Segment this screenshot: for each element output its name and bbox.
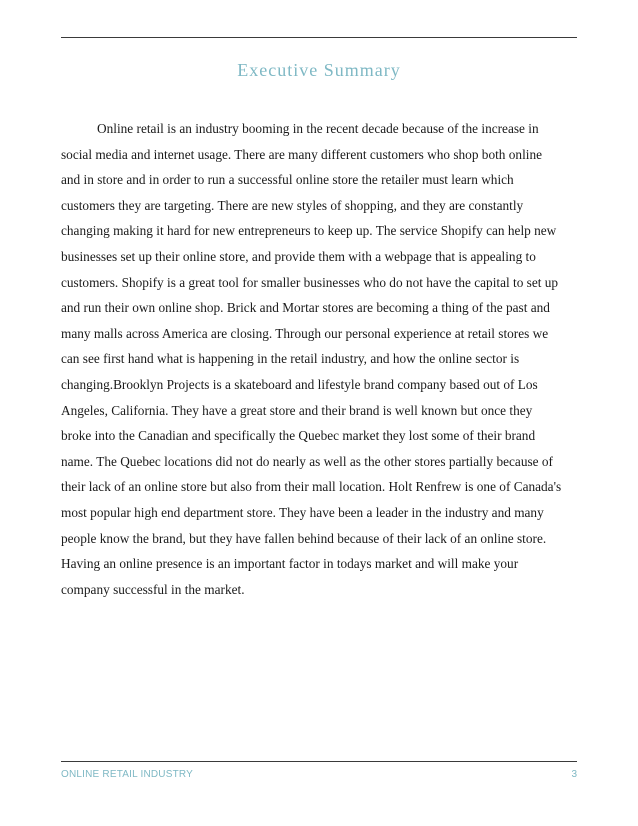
page-title: Executive Summary — [237, 60, 401, 80]
paragraph-line: changing.Brooklyn Projects is a skateboard and lifestyle brand company based out of Los — [61, 376, 538, 392]
paragraph-line: people know the brand, but they have fallen behind because of their lack of an online store. — [61, 530, 547, 546]
footer-section-label: ONLINE RETAIL INDUSTRY — [61, 769, 194, 780]
paragraph-line: and in store and in order to run a successful online store the retailer must learn which — [61, 172, 514, 188]
summary-paragraph — [61, 116, 577, 602]
paragraph-line: Having an online presence is an important factor in todays market and will make your — [61, 556, 519, 572]
paragraph-line: changing making it hard for new entrepreneurs to keep up. The service Shopify can help new — [61, 223, 557, 239]
paragraph-line: company successful in the market. — [61, 581, 245, 597]
top-divider — [61, 37, 577, 38]
paragraph-line: their lack of an online store but also from their mall location. Holt Renfrew is one of Canada's — [61, 479, 562, 495]
paragraph-line: broke into the Canadian and specifically the Quebec market they lost some of their brand — [61, 428, 536, 444]
paragraph-line: and run their own online shop. Brick and Mortar stores are becoming a thing of the past and — [61, 300, 550, 316]
page-number: 3 — [571, 769, 577, 780]
paragraph-line: customers. Shopify is a great tool for smaller businesses who do not have the capital to set up — [61, 274, 559, 290]
bottom-divider — [61, 761, 577, 762]
paragraph-line: Angeles, California. They have a great store and their brand is well known but once they — [61, 402, 533, 418]
paragraph-line: can see first hand what is happening in the retail industry, and how the online sector is — [61, 351, 520, 367]
paragraph-line: social media and internet usage. There are many different customers who shop both online — [61, 146, 543, 162]
paragraph-line: name. The Quebec locations did not do nearly as well as the other stores partially because of — [61, 453, 553, 469]
paragraph-line: Online retail is an industry booming in the recent decade because of the increase in — [97, 121, 539, 136]
paragraph-line: customers they are targeting. There are new styles of shopping, and they are constantly — [61, 197, 524, 213]
paragraph-line: most popular high end department store. They have been a leader in the industry and many — [61, 504, 544, 520]
paragraph-line: businesses set up their online store, and provide them with a webpage that is appealing to — [61, 248, 536, 264]
paragraph-line: many malls across America are closing. Through our personal experience at retail stores we — [61, 325, 549, 341]
